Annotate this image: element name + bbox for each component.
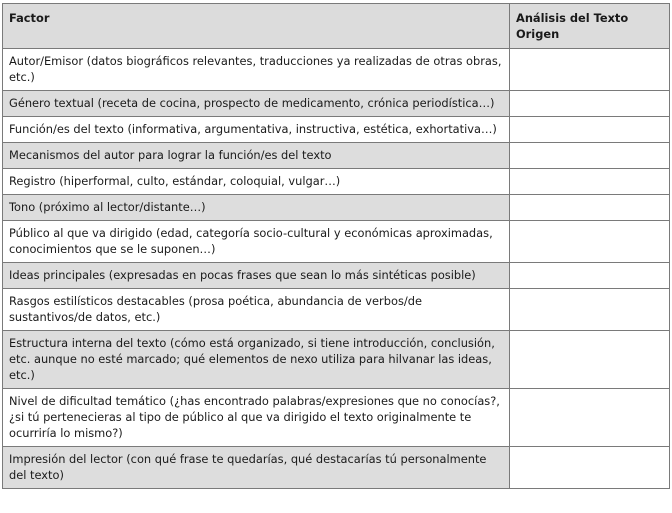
factor-cell: Público al que va dirigido (edad, categoría socio-cultural y económicas aproximadas, conocimientos que se le suponen…) xyxy=(3,221,510,263)
analysis-cell[interactable] xyxy=(510,91,670,117)
analysis-cell[interactable] xyxy=(510,389,670,447)
analysis-cell[interactable] xyxy=(510,117,670,143)
analysis-cell[interactable] xyxy=(510,49,670,91)
table-row xyxy=(3,143,670,169)
table-row xyxy=(3,289,670,331)
factor-cell: Autor/Emisor (datos biográficos relevantes, traducciones ya realizadas de otras obras, etc.) xyxy=(3,49,510,91)
analysis-cell[interactable] xyxy=(510,195,670,221)
table-row xyxy=(3,169,670,195)
factor-cell: Rasgos estilísticos destacables (prosa poética, abundancia de verbos/de sustantivos/de datos, etc.) xyxy=(3,289,510,331)
analysis-cell[interactable] xyxy=(510,289,670,331)
table-row xyxy=(3,447,670,489)
factor-cell: Impresión del lector (con qué frase te quedarías, qué destacarías tú personalmente del texto) xyxy=(3,447,510,489)
table-row xyxy=(3,221,670,263)
factor-cell: Mecanismos del autor para lograr la función/es del texto xyxy=(3,143,510,169)
table-header-row xyxy=(3,4,670,49)
factor-cell: Función/es del texto (informativa, argumentativa, instructiva, estética, exhortativa…) xyxy=(3,117,510,143)
table-row xyxy=(3,389,670,447)
table-row xyxy=(3,263,670,289)
factor-cell: Nivel de dificultad temático (¿has encontrado palabras/expresiones que no conocías?, ¿si tú pertenecieras al tipo de público al que va dirigido el texto originalmente te ocurriría lo mismo?) xyxy=(3,389,510,447)
factor-cell: Género textual (receta de cocina, prospecto de medicamento, crónica periodística…) xyxy=(3,91,510,117)
header-factor: Factor xyxy=(3,4,510,49)
factor-cell: Registro (hiperformal, culto, estándar, coloquial, vulgar…) xyxy=(3,169,510,195)
factor-cell: Estructura interna del texto (cómo está organizado, si tiene introducción, conclusión, etc. aunque no esté marcado; qué elementos de nexo utiliza para hilvanar las ideas, etc.) xyxy=(3,331,510,389)
table-row xyxy=(3,49,670,91)
analysis-table xyxy=(2,3,670,489)
header-analysis: Análisis del Texto Origen xyxy=(510,4,670,49)
analysis-cell[interactable] xyxy=(510,331,670,389)
analysis-cell[interactable] xyxy=(510,169,670,195)
analysis-cell[interactable] xyxy=(510,143,670,169)
factor-cell: Ideas principales (expresadas en pocas frases que sean lo más sintéticas posible) xyxy=(3,263,510,289)
table-row xyxy=(3,195,670,221)
table-row xyxy=(3,331,670,389)
table-row xyxy=(3,91,670,117)
analysis-cell[interactable] xyxy=(510,447,670,489)
table-row xyxy=(3,117,670,143)
factor-cell: Tono (próximo al lector/distante…) xyxy=(3,195,510,221)
analysis-cell[interactable] xyxy=(510,263,670,289)
analysis-cell[interactable] xyxy=(510,221,670,263)
